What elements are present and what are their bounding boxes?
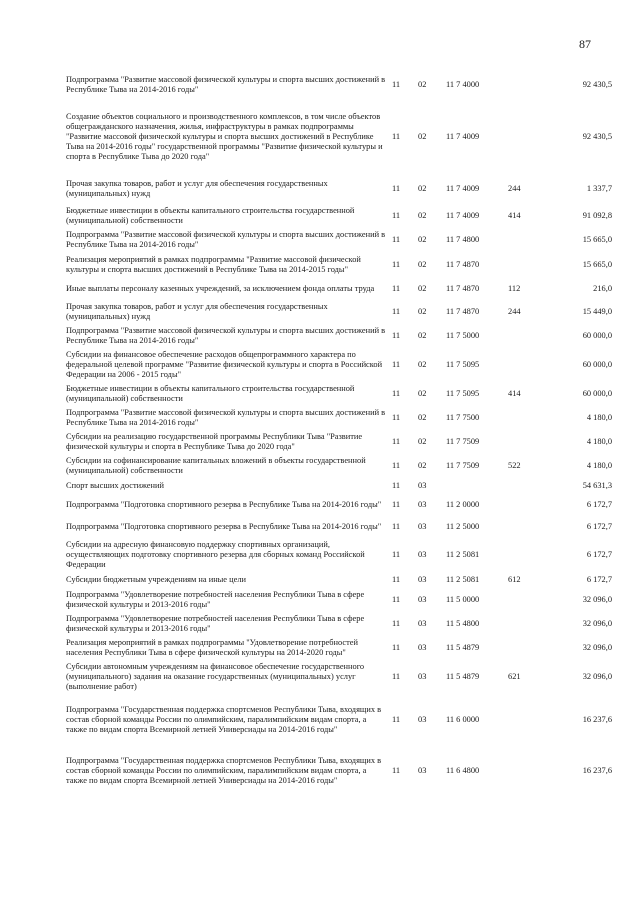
row-amount: 6 172,7: [586, 550, 612, 559]
table-row: [66, 746, 612, 796]
row-expense-type: [508, 694, 538, 746]
row-expense-type: [508, 252, 538, 278]
row-amount: 32 096,0: [582, 619, 612, 628]
row-expense-type: 414: [508, 211, 521, 220]
row-amount: 4 180,0: [586, 461, 612, 470]
row-amount: 1 337,7: [586, 184, 612, 193]
table-row: [66, 494, 612, 516]
row-section: 11: [392, 184, 401, 193]
row-section: 11: [392, 235, 401, 244]
table-row: [66, 228, 612, 252]
table-row: [66, 478, 612, 494]
row-subsection: 02: [418, 461, 427, 470]
row-target-article: [446, 478, 508, 494]
row-expense-type: [508, 406, 538, 430]
row-amount: 60 000,0: [582, 331, 612, 340]
row-name: Субсидии на реализацию государственной программы Республики Тыва "Развитие физической культуры и спорта в Республике Тыва до 2020 года": [66, 432, 363, 451]
row-section: 11: [392, 260, 401, 269]
row-expense-type: 522: [508, 461, 521, 470]
row-name: Подпрограмма "Развитие массовой физической культуры и спорта высших достижений в Республике Тыва на 2014-2016 годы": [66, 326, 386, 345]
row-section: 11: [392, 331, 401, 340]
row-subsection: 03: [418, 643, 427, 652]
row-target-article: 11 7 7509: [446, 461, 480, 470]
row-amount: 54 631,3: [582, 481, 612, 490]
table-row: [66, 538, 612, 572]
row-target-article: 11 2 5081: [446, 550, 480, 559]
row-amount: 6 172,7: [586, 575, 612, 584]
row-subsection: 02: [418, 437, 427, 446]
row-subsection: 02: [418, 132, 427, 141]
row-section: 11: [392, 132, 401, 141]
row-section: 11: [392, 211, 401, 220]
row-expense-type: [508, 478, 538, 494]
row-name: Реализация мероприятий в рамках подпрограммы "Развитие массовой физической культуры и спорта высших достижений в Республике Тыва на 2014-2015 годы": [66, 255, 361, 274]
row-target-article: 11 5 4879: [446, 672, 480, 681]
row-subsection: 02: [418, 80, 427, 89]
table-row: [66, 70, 612, 100]
row-expense-type: [508, 228, 538, 252]
row-subsection: 02: [418, 184, 427, 193]
row-subsection: 02: [418, 260, 427, 269]
row-name: Реализация мероприятий в рамках подпрограммы "Удовлетворение потребностей населения Республики Тыва в сфере физической культуры на 2014-2020 годы": [66, 638, 358, 657]
table-row: [66, 430, 612, 454]
table-row: [66, 612, 612, 636]
row-section: 11: [392, 715, 401, 724]
row-subsection: 03: [418, 522, 427, 531]
budget-table-body: [66, 70, 612, 796]
row-name: Иные выплаты персоналу казенных учреждений, за исключением фонда оплаты труда: [66, 284, 375, 293]
row-subsection: 02: [418, 284, 427, 293]
row-expense-type: 621: [508, 672, 521, 681]
row-amount: 92 430,5: [582, 132, 612, 141]
row-amount: 32 096,0: [582, 672, 612, 681]
row-amount: 15 449,0: [582, 307, 612, 316]
row-name: Субсидии на адресную финансовую поддержку спортивных организаций, осуществляющих подготовку спортивного резерва для сборных команд Российской Федерации: [66, 540, 365, 569]
row-amount: 32 096,0: [582, 643, 612, 652]
row-target-article: 11 2 0000: [446, 500, 480, 509]
row-target-article: 11 7 5000: [446, 331, 480, 340]
row-subsection: 03: [418, 766, 427, 775]
row-subsection: 03: [418, 481, 427, 490]
table-row: [66, 406, 612, 430]
row-name: Подпрограмма "Подготовка спортивного резерва в Республике Тыва на 2014-2016 годы": [66, 500, 382, 509]
row-target-article: 11 7 4870: [446, 260, 480, 269]
table-row: [66, 660, 612, 694]
row-target-article: 11 7 7509: [446, 437, 480, 446]
row-expense-type: [508, 538, 538, 572]
row-subsection: 02: [418, 413, 427, 422]
row-amount: 4 180,0: [586, 437, 612, 446]
row-expense-type: [508, 70, 538, 100]
row-subsection: 03: [418, 715, 427, 724]
row-target-article: 11 7 4870: [446, 307, 480, 316]
table-row: [66, 516, 612, 538]
row-subsection: 02: [418, 389, 427, 398]
row-section: 11: [392, 413, 401, 422]
row-expense-type: [508, 100, 538, 174]
row-name: Прочая закупка товаров, работ и услуг для обеспечения государственных (муниципальных) нужд: [66, 302, 328, 321]
table-row: [66, 204, 612, 228]
table-row: [66, 572, 612, 588]
row-subsection: 03: [418, 500, 427, 509]
row-expense-type: 612: [508, 575, 521, 584]
row-amount: 6 172,7: [586, 500, 612, 509]
row-expense-type: [508, 430, 538, 454]
row-section: 11: [392, 766, 401, 775]
row-amount: 16 237,6: [582, 766, 612, 775]
row-name: Спорт высших достижений: [66, 481, 164, 490]
row-target-article: 11 7 4800: [446, 235, 480, 244]
table-row: [66, 278, 612, 300]
row-expense-type: [508, 636, 538, 660]
row-subsection: 02: [418, 211, 427, 220]
row-amount: 92 430,5: [582, 80, 612, 89]
table-row: [66, 300, 612, 324]
row-subsection: 02: [418, 331, 427, 340]
row-target-article: 11 7 5095: [446, 360, 480, 369]
row-section: 11: [392, 284, 401, 293]
row-target-article: 11 7 4009: [446, 211, 480, 220]
row-expense-type: [508, 516, 538, 538]
row-name: Бюджетные инвестиции в объекты капитального строительства государственной (муниципальной) собственности: [66, 384, 355, 403]
row-target-article: 11 7 5095: [446, 389, 480, 398]
row-subsection: 03: [418, 550, 427, 559]
row-subsection: 02: [418, 235, 427, 244]
row-target-article: 11 6 4800: [446, 766, 480, 775]
row-expense-type: 244: [508, 307, 521, 316]
table-row: [66, 324, 612, 348]
row-subsection: 02: [418, 307, 427, 316]
row-target-article: 11 5 4879: [446, 643, 480, 652]
row-amount: 60 000,0: [582, 389, 612, 398]
table-row: [66, 174, 612, 204]
row-section: 11: [392, 389, 401, 398]
row-target-article: 11 7 4009: [446, 184, 480, 193]
row-section: 11: [392, 481, 401, 490]
row-expense-type: 414: [508, 389, 521, 398]
row-name: Подпрограмма "Развитие массовой физической культуры и спорта высших достижений в Республике Тыва на 2014-2016 годы": [66, 408, 386, 427]
row-section: 11: [392, 360, 401, 369]
row-section: 11: [392, 619, 401, 628]
row-target-article: 11 5 4800: [446, 619, 480, 628]
row-name: Создание объектов социального и производственного комплексов, в том числе объектов общегражданского назначения, жилья, инфраструктуры в рамках подпрограммы "Развитие массовой физической культуры и спорта высших достижений в Республике Тыва на 2014-2016 годы" государственной программы "Развитие физической культуры и спорта в Республике Тыва до 2020 года": [66, 112, 383, 161]
row-name: Субсидии бюджетным учреждениям на иные цели: [66, 575, 246, 584]
row-amount: 6 172,7: [586, 522, 612, 531]
row-subsection: 03: [418, 595, 427, 604]
row-target-article: 11 2 5081: [446, 575, 480, 584]
row-name: Бюджетные инвестиции в объекты капитального строительства государственной (муниципальной) собственности: [66, 206, 355, 225]
row-name: Подпрограмма "Государственная поддержка спортсменов Республики Тыва, входящих в состав сборной команды России по олимпийским, паралимпийским видам спорта, а также по видам спорта Всемирной летней Универсиады на 2014-2016 годы": [66, 705, 382, 734]
row-amount: 91 092,8: [582, 211, 612, 220]
row-amount: 15 665,0: [582, 260, 612, 269]
row-amount: 15 665,0: [582, 235, 612, 244]
row-expense-type: 112: [508, 284, 521, 293]
row-section: 11: [392, 461, 401, 470]
row-section: 11: [392, 307, 401, 316]
row-name: Подпрограмма "Развитие массовой физической культуры и спорта высших достижений в Республике Тыва на 2014-2016 годы": [66, 230, 386, 249]
row-section: 11: [392, 575, 401, 584]
row-expense-type: 244: [508, 184, 521, 193]
row-target-article: 11 7 7500: [446, 413, 480, 422]
row-name: Подпрограмма "Развитие массовой физической культуры и спорта высших достижений в Республике Тыва на 2014-2016 годы": [66, 75, 386, 94]
row-subsection: 03: [418, 619, 427, 628]
row-amount: 216,0: [593, 284, 612, 293]
row-target-article: 11 7 4870: [446, 284, 480, 293]
row-subsection: 03: [418, 575, 427, 584]
row-target-article: 11 5 0000: [446, 595, 480, 604]
row-name: Субсидии автономным учреждениям на финансовое обеспечение государственного (муниципального) задания на оказание государственных (муниципальных) услуг (выполнение работ): [66, 662, 365, 691]
row-name: Прочая закупка товаров, работ и услуг для обеспечения государственных (муниципальных) нужд: [66, 179, 328, 198]
row-name: Подпрограмма "Подготовка спортивного резерва в Республике Тыва на 2014-2016 годы": [66, 522, 382, 531]
row-target-article: 11 7 4009: [446, 132, 480, 141]
table-row: [66, 694, 612, 746]
row-name: Субсидии на софинансирование капитальных вложений в объекты государственной (муниципальной) собственности: [66, 456, 366, 475]
row-section: 11: [392, 595, 401, 604]
table-row: [66, 100, 612, 174]
row-expense-type: [508, 324, 538, 348]
page-number: 87: [579, 37, 591, 51]
row-expense-type: [508, 612, 538, 636]
row-expense-type: [508, 494, 538, 516]
row-name: Субсидии на финансовое обеспечение расходов общепрограммного характера по федеральной целевой программе "Развитие физической культуры и спорта в Российской Федерации на 2006 - 2015 годы": [66, 350, 383, 379]
row-section: 11: [392, 522, 401, 531]
table-row: [66, 454, 612, 478]
table-row: [66, 348, 612, 382]
row-subsection: 03: [418, 672, 427, 681]
row-amount: 60 000,0: [582, 360, 612, 369]
row-amount: 32 096,0: [582, 595, 612, 604]
row-target-article: 11 7 4000: [446, 80, 480, 89]
row-section: 11: [392, 500, 401, 509]
table-row: [66, 382, 612, 406]
row-section: 11: [392, 437, 401, 446]
row-name: Подпрограмма "Удовлетворение потребностей населения Республики Тыва в сфере физической культуры и 2013-2016 годы": [66, 614, 365, 633]
row-target-article: 11 2 5000: [446, 522, 480, 531]
row-expense-type: [508, 348, 538, 382]
row-section: 11: [392, 80, 401, 89]
row-section: 11: [392, 550, 401, 559]
row-subsection: 02: [418, 360, 427, 369]
table-row: [66, 252, 612, 278]
table-row: [66, 636, 612, 660]
table-row: [66, 588, 612, 612]
row-expense-type: [508, 588, 538, 612]
row-name: Подпрограмма "Удовлетворение потребностей населения Республики Тыва в сфере физической культуры и 2013-2016 годы": [66, 590, 365, 609]
row-name: Подпрограмма "Государственная поддержка спортсменов Республики Тыва, входящих в состав сборной команды России по олимпийским, паралимпийским видам спорта, а также по видам спорта Всемирной летней Универсиады на 2014-2016 годы": [66, 756, 382, 785]
row-amount: 16 237,6: [582, 715, 612, 724]
row-target-article: 11 6 0000: [446, 715, 480, 724]
row-section: 11: [392, 643, 401, 652]
budget-table: [66, 70, 612, 796]
row-amount: 4 180,0: [586, 413, 612, 422]
row-section: 11: [392, 672, 401, 681]
row-expense-type: [508, 746, 538, 796]
